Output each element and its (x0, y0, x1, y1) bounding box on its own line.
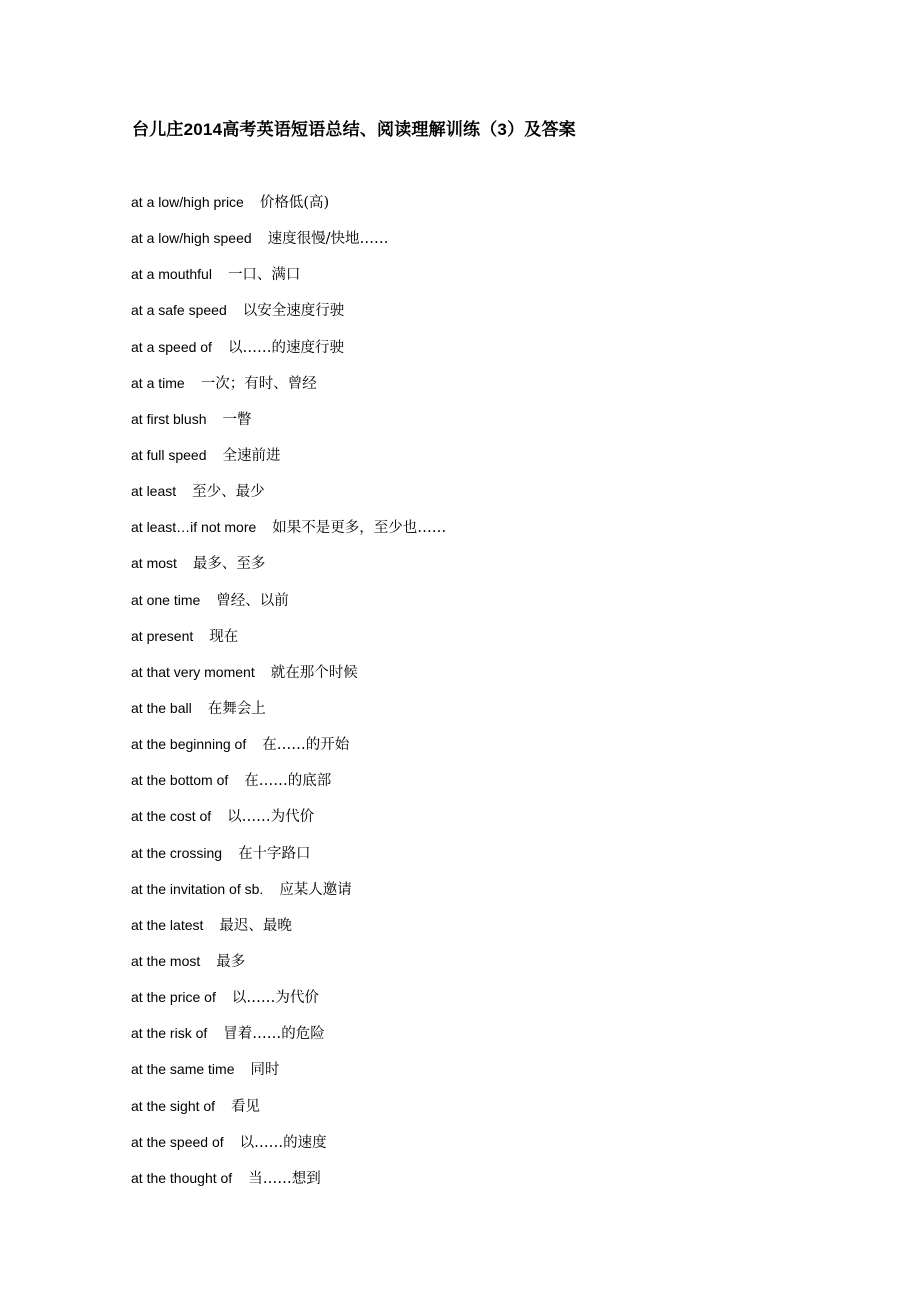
phrase-chinese: 最多、至多 (192, 556, 266, 573)
phrase-entry (131, 802, 446, 838)
phrase-english: at the cost of (131, 808, 212, 825)
phrase-entry (131, 1164, 446, 1200)
phrase-chinese: 在……的开始 (262, 737, 350, 754)
phrase-english: at first blush (131, 410, 207, 427)
phrase-entry (131, 513, 446, 549)
phrase-chinese: 速度很慢/快地…… (267, 231, 389, 248)
phrase-entry (131, 1092, 446, 1128)
phrase-english: at the risk of (131, 1025, 208, 1042)
phrase-entry (131, 694, 446, 730)
phrase-english: at a low/high price (131, 194, 244, 210)
phrase-english: at the price of (131, 989, 216, 1006)
phrase-chinese: 一瞥 (222, 411, 252, 428)
document-title: 台儿庄2014高考英语短语总结、阅读理解训练（3）及答案 (132, 120, 576, 139)
phrase-english: at the sight of (131, 1097, 216, 1114)
phrase-entry (131, 296, 446, 332)
phrase-chinese: 当……想到 (248, 1170, 321, 1187)
phrase-entry (131, 947, 446, 983)
phrase-chinese: 以……的速度行驶 (227, 339, 344, 356)
phrase-list (131, 188, 446, 1200)
phrase-chinese: 就在那个时候 (270, 664, 358, 681)
phrase-entry (131, 333, 446, 369)
phrase-entry (131, 477, 446, 513)
phrase-entry (131, 658, 446, 694)
phrase-chinese: 在……的底部 (244, 773, 332, 790)
phrase-chinese: 同时 (250, 1062, 280, 1079)
phrase-chinese: 在十字路口 (238, 845, 311, 862)
phrase-entry (131, 188, 446, 224)
phrase-entry (131, 983, 446, 1019)
phrase-english: at the invitation of sb. (131, 880, 264, 897)
phrase-entry (131, 766, 446, 802)
phrase-chinese: 价格低(高) (259, 195, 330, 211)
phrase-chinese: 应某人邀请 (279, 881, 352, 898)
phrase-entry (131, 839, 446, 875)
phrase-english: at a mouthful (131, 266, 212, 283)
phrase-english: at a safe speed (131, 302, 227, 319)
phrase-english: at a low/high speed (131, 230, 252, 247)
phrase-chinese: 冒着……的危险 (223, 1026, 325, 1043)
phrase-chinese: 以……为代价 (231, 990, 319, 1007)
phrase-english: at most (131, 555, 177, 572)
phrase-entry (131, 1128, 446, 1164)
phrase-english: at the beginning of (131, 736, 247, 753)
phrase-chinese: 曾经、以前 (216, 592, 289, 609)
phrase-chinese: 最迟、最晚 (219, 917, 292, 934)
phrase-entry (131, 369, 446, 405)
phrase-entry (131, 911, 446, 947)
phrase-entry (131, 260, 446, 296)
phrase-entry (131, 224, 446, 260)
phrase-english: at a speed of (131, 338, 212, 355)
phrase-english: at present (131, 627, 194, 644)
phrase-chinese: 如果不是更多，至少也…… (272, 520, 447, 537)
phrase-entry (131, 549, 446, 585)
phrase-chinese: 在舞会上 (207, 700, 266, 717)
phrase-entry (131, 441, 446, 477)
phrase-english: at the most (131, 952, 201, 969)
phrase-entry (131, 622, 446, 658)
phrase-english: at full speed (131, 446, 207, 463)
phrase-entry (131, 1055, 446, 1091)
phrase-chinese: 至少、最少 (192, 484, 265, 501)
phrase-english: at the same time (131, 1061, 235, 1078)
phrase-chinese: 以安全速度行驶 (242, 303, 345, 320)
phrase-entry (131, 730, 446, 766)
phrase-entry (131, 875, 446, 911)
phrase-english: at the ball (131, 699, 192, 716)
phrase-english: at the latest (131, 916, 204, 933)
phrase-chinese: 一口、满口 (227, 267, 301, 284)
phrase-chinese: 以……的速度 (239, 1134, 327, 1151)
phrase-chinese: 一次；有时、曾经 (200, 375, 317, 392)
phrase-english: at the crossing (131, 844, 223, 861)
phrase-english: at that very moment (131, 663, 255, 680)
phrase-english: at one time (131, 591, 201, 608)
phrase-entry (131, 405, 446, 441)
phrase-chinese: 看见 (231, 1098, 261, 1115)
phrase-english: at the speed of (131, 1133, 224, 1150)
phrase-chinese: 最多 (216, 953, 246, 970)
phrase-english: at least (131, 483, 177, 500)
phrase-english: at the thought of (131, 1169, 233, 1186)
phrase-english: at the bottom of (131, 772, 229, 789)
phrase-entry (131, 586, 446, 622)
phrase-entry (131, 1019, 446, 1055)
phrase-chinese: 全速前进 (222, 447, 281, 464)
phrase-english: at a time (131, 374, 185, 391)
phrase-english: at least…if not more (131, 519, 257, 536)
phrase-chinese: 现在 (209, 628, 239, 645)
phrase-chinese: 以……为代价 (227, 809, 315, 826)
